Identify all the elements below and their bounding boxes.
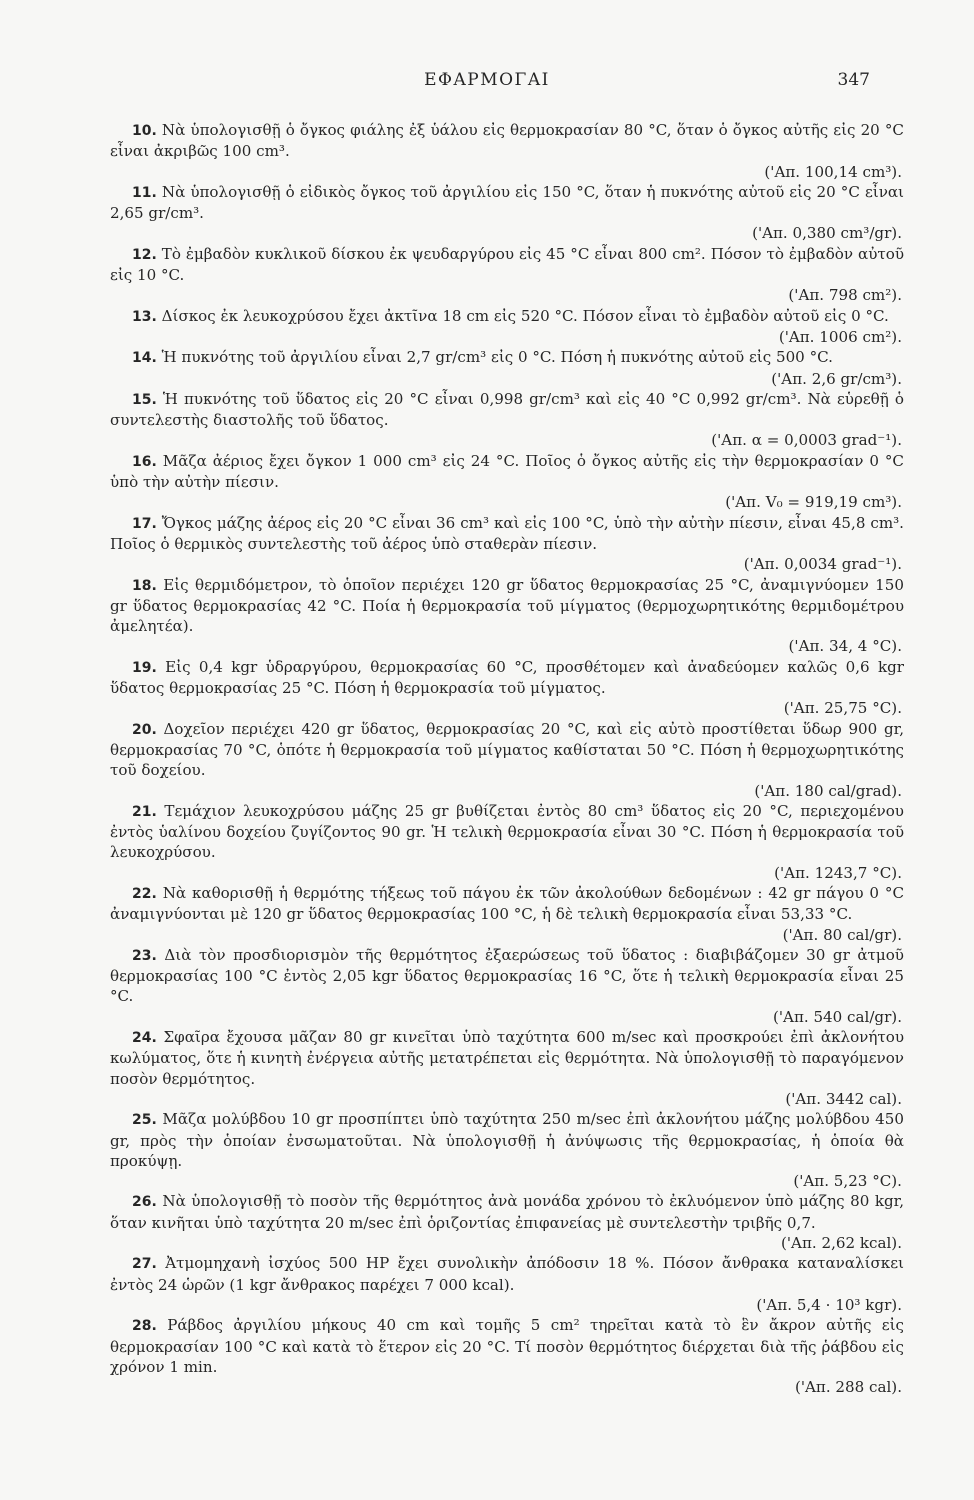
problem-item (110, 451, 904, 513)
problem-statement (110, 120, 904, 162)
problem-answer: ('Απ. 1243,7 °C). (774, 863, 902, 882)
problem-statement (110, 389, 904, 431)
problem-answer: ('Απ. 34, 4 °C). (788, 637, 902, 656)
problem-item (110, 1191, 904, 1253)
problem-number: 19. (132, 659, 157, 676)
problem-number: 17. (132, 515, 157, 532)
problem-text: Τὸ ἐμβαδὸν κυκλικοῦ δίσκου ἐκ ψευδαργύρου εἰς 45 °C εἶναι 800 cm². Πόσον τὸ ἐμβαδὸν αὐτοῦ εἰς 10 °C. (110, 244, 904, 285)
problem-answer: ('Απ. 288 cal). (794, 1378, 902, 1397)
problem-answer: ('Απ. 2,62 kcal). (781, 1234, 902, 1253)
problem-number: 15. (132, 391, 157, 408)
problem-item (110, 306, 904, 348)
problem-statement (110, 306, 904, 327)
problem-number: 21. (132, 803, 157, 820)
problem-statement (110, 1109, 904, 1171)
problem-statement (110, 1315, 904, 1377)
running-head (0, 70, 974, 100)
problem-answer: ('Απ. 0,380 cm³/gr). (752, 224, 902, 243)
problem-answer: ('Απ. 80 cal/gr). (782, 925, 902, 944)
problem-statement (110, 1191, 904, 1233)
problem-statement (110, 883, 904, 925)
problem-answer: ('Απ. 100,14 cm³). (764, 162, 902, 181)
problem-number: 16. (132, 453, 157, 470)
problem-number: 14. (132, 350, 157, 367)
problem-answer: ('Απ. 5,23 °C). (793, 1172, 902, 1191)
problem-number: 25. (132, 1112, 157, 1129)
problem-item (110, 801, 904, 883)
problem-text: Ράβδος ἀργιλίου μήκους 40 cm καὶ τομῆς 5 cm² τηρεῖται κατὰ τὸ ἓν ἄκρον αὐτῆς εἰς θερμοκρασίαν 100 °C καὶ κατὰ τὸ ἕτερον εἰς 20 °C. Τί ποσὸν θερμότητος διέρχεται διὰ τῆς ῥάβδου εἰς χρόνον 1 min. (110, 1316, 904, 1376)
problem-answer: ('Απ. 798 cm²). (788, 286, 902, 305)
problem-answer: ('Απ. 3442 cal). (785, 1089, 902, 1108)
problem-statement (110, 719, 904, 781)
problem-item (110, 1253, 904, 1315)
problem-statement (110, 575, 904, 637)
problem-text: Νὰ καθορισθῇ ἡ θερμότης τήξεως τοῦ πάγου ἐκ τῶν ἀκολούθων δεδομένων : 42 gr πάγου 0 °C ἀναμιγνύονται μὲ 120 gr ὕδατος θερμοκρασίας 100 °C, ἡ δὲ τελικὴ θερμοκρασία εἶναι 53,33 °C. (110, 883, 904, 924)
problem-text: Νὰ ὑπολογισθῇ ὁ ὄγκος φιάλης ἐξ ὑάλου εἰς θερμοκρασίαν 80 °C, ὅταν ὁ ὄγκος αὐτῆς εἰς 20 °C εἶναι ἀκριβῶς 100 cm³. (110, 121, 904, 161)
problem-item (110, 883, 904, 945)
page-number: 347 (837, 70, 870, 90)
problem-item (110, 120, 904, 182)
problem-number: 27. (132, 1256, 157, 1273)
problem-answer: ('Απ. 0,0034 grad⁻¹). (743, 555, 902, 574)
problem-item (110, 389, 904, 451)
problem-item (110, 244, 904, 306)
problem-answer: ('Απ. 25,75 °C). (783, 699, 902, 718)
problem-number: 26. (132, 1194, 157, 1211)
problem-text: Ἡ πυκνότης τοῦ ἀργιλίου εἶναι 2,7 gr/cm³ εἰς 0 °C. Πόση ἡ πυκνότης αὐτοῦ εἰς 500 °C. (161, 348, 833, 367)
problem-answer: ('Απ. 5,4 · 10³ kgr). (756, 1295, 902, 1314)
problem-answer: ('Απ. 1006 cm²). (778, 327, 902, 346)
problem-statement (110, 945, 904, 1007)
problem-text: Ἡ πυκνότης τοῦ ὕδατος εἰς 20 °C εἶναι 0,998 gr/cm³ καὶ εἰς 40 °C 0,992 gr/cm³. Νὰ εὑρεθῇ ὁ συντελεστὴς διαστολῆς τοῦ ὕδατος. (110, 389, 904, 430)
problem-item (110, 1027, 904, 1109)
problem-statement (110, 347, 904, 368)
problem-statement (110, 451, 904, 493)
problem-text: Εἰς θερμιδόμετρον, τὸ ὁποῖον περιέχει 120 gr ὕδατος θερμοκρασίας 25 °C, ἀναμιγνύομεν 150 gr ὕδατος θερμοκρασίας 42 °C. Ποία ἡ θερμοκρασία τοῦ μίγματος (θερμοχωρητικότης θερμιδομέτρου ἀμελητέα). (110, 575, 904, 636)
problem-statement (110, 1027, 904, 1089)
problem-number: 22. (132, 885, 157, 902)
problem-number: 18. (132, 577, 157, 594)
problem-text: Σφαῖρα ἔχουσα μᾶζαν 80 gr κινεῖται ὑπὸ ταχύτητα 600 m/sec καὶ προσκρούει ἐπὶ ἀκλονήτου κωλύματος, ὅτε ἡ κινητὴ ἐνέργεια αὐτῆς μετατρέπεται εἰς θερμότητα. Νὰ ὑπολογισθῇ τὸ παραγόμενον ποσὸν θερμότητος. (110, 1028, 904, 1088)
problem-answer: ('Απ. 540 cal/gr). (773, 1007, 902, 1026)
problem-item (110, 657, 904, 719)
problem-number: 20. (132, 721, 157, 738)
problem-statement (110, 801, 904, 863)
problem-number: 13. (132, 308, 157, 325)
problem-text: Μᾶζα μολύβδου 10 gr προσπίπτει ὑπὸ ταχύτητα 250 m/sec ἐπὶ ἀκλονήτου μάζης μολύβδου 450 gr, πρὸς τὴν ὁποίαν ἐνσωματοῦται. Νὰ ὑπολογισθῇ ἡ ἀνύψωσις τῆς θερμοκρασίας, ἡ ὁποία θὰ προκύψῃ. (110, 1110, 904, 1170)
problem-statement (110, 244, 904, 286)
problem-number: 23. (132, 947, 157, 964)
problem-answer: ('Απ. α = 0,0003 grad⁻¹). (711, 431, 902, 450)
problem-list (110, 120, 904, 1397)
problem-text: Δίσκος ἐκ λευκοχρύσου ἔχει ἀκτῖνα 18 cm εἰς 520 °C. Πόσον εἶναι τὸ ἐμβαδὸν αὐτοῦ εἰς 0 °C. (161, 306, 889, 325)
problem-answer: ('Απ. V₀ = 919,19 cm³). (725, 493, 902, 512)
problem-text: Ἀτμομηχανὴ ἰσχύος 500 HP ἔχει συνολικὴν ἀπόδοσιν 18 %. Πόσον ἄνθρακα καταναλίσκει ἐντὸς 24 ὡρῶν (1 kgr ἄνθρακος παρέχει 7 000 kcal). (110, 1254, 904, 1294)
problem-text: Τεμάχιον λευκοχρύσου μάζης 25 gr βυθίζεται ἐντὸς 80 cm³ ὕδατος εἰς 20 °C, περιεχομένου ἐντὸς ὑαλίνου δοχείου ζυγίζοντος 90 gr. Ἡ τελικὴ θερμοκρασία εἶναι 30 °C. Πόση ἡ θερμοκρασία τοῦ λευκοχρύσου. (110, 801, 904, 862)
running-title: ΕΦΑΡΜΟΓΑΙ (424, 70, 550, 90)
problem-text: Ὄγκος μάζης ἀέρος εἰς 20 °C εἶναι 36 cm³ καὶ εἰς 100 °C, ὑπὸ τὴν αὐτὴν πίεσιν, εἶναι 45,8 cm³. Ποῖος ὁ θερμικὸς συντελεστὴς τοῦ ἀέρος ὑπὸ σταθερὰν πίεσιν. (110, 513, 904, 553)
problem-item (110, 347, 904, 389)
problem-number: 11. (132, 184, 157, 201)
problem-item (110, 945, 904, 1027)
problem-item (110, 1315, 904, 1397)
problem-text: Μᾶζα ἀέριος ἔχει ὄγκον 1 000 cm³ εἰς 24 °C. Ποῖος ὁ ὄγκος αὐτῆς εἰς τὴν θερμοκρασίαν 0 °C ὑπὸ τὴν αὐτὴν πίεσιν. (110, 451, 904, 492)
problem-item (110, 513, 904, 575)
problem-number: 10. (132, 123, 157, 139)
problem-text: Δοχεῖον περιέχει 420 gr ὕδατος, θερμοκρασίας 20 °C, καὶ εἰς αὐτὸ προστίθεται ὕδωρ 900 gr, θερμοκρασίας 70 °C, ὁπότε ἡ θερμοκρασία τοῦ μίγματος καθίσταται 50 °C. Πόση ἡ θερμοχωρητικότης τοῦ δοχείου. (110, 719, 904, 780)
problem-number: 28. (132, 1318, 157, 1335)
problem-statement (110, 182, 904, 224)
problem-number: 12. (132, 246, 157, 263)
problem-text: Νὰ ὑπολογισθῇ τὸ ποσὸν τῆς θερμότητος ἀνὰ μονάδα χρόνου τὸ ἐκλυόμενον ὑπὸ μάζης 80 kgr, ὅταν κινῆται ὑπὸ ταχύτητα 20 m/sec ἐπὶ ὁριζοντίας ἐπιφανείας μὲ συντελεστὴν τριβῆς 0,7. (110, 1192, 904, 1232)
problem-statement (110, 1253, 904, 1295)
problem-answer: ('Απ. 2,6 gr/cm³). (771, 369, 902, 388)
problem-text: Εἰς 0,4 kgr ὑδραργύρου, θερμοκρασίας 60 °C, προσθέτομεν καὶ ἀναδεύομεν καλῶς 0,6 kgr ὕδατος θερμοκρασίας 25 °C. Πόση ἡ θερμοκρασία τοῦ μίγματος. (110, 657, 904, 698)
problem-text: Νὰ ὑπολογισθῇ ὁ εἰδικὸς ὄγκος τοῦ ἀργιλίου εἰς 150 °C, ὅταν ἡ πυκνότης αὐτοῦ εἰς 20 °C εἶναι 2,65 gr/cm³. (110, 182, 904, 223)
problem-statement (110, 657, 904, 699)
problem-number: 24. (132, 1030, 157, 1047)
problem-item (110, 719, 904, 801)
problem-item (110, 182, 904, 244)
problem-item (110, 1109, 904, 1191)
problem-statement (110, 513, 904, 555)
problem-item (110, 575, 904, 657)
problem-text: Διὰ τὸν προσδιορισμὸν τῆς θερμότητος ἐξαερώσεως τοῦ ὕδατος : διαβιβάζομεν 30 gr ἀτμοῦ θερμοκρασίας 100 °C ἐντὸς 2,05 kgr ὕδατος θερμοκρασίας 16 °C, ὅτε ἡ τελικὴ θερμοκρασία εἶναι 25 °C. (110, 945, 904, 1006)
problem-answer: ('Απ. 180 cal/grad). (754, 781, 902, 800)
